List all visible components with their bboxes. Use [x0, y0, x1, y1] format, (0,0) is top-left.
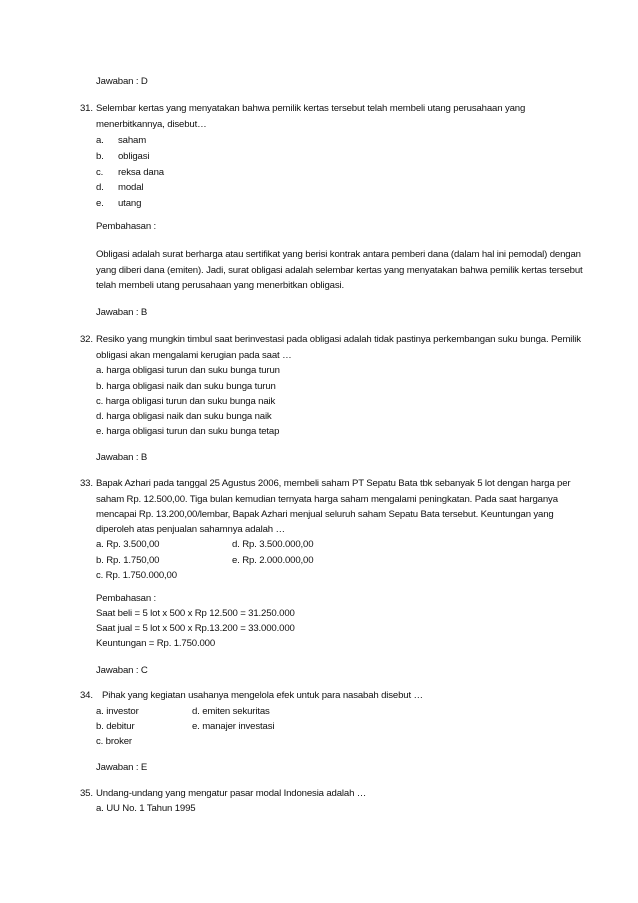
q32-option-a: a. harga obligasi turun dan suku bunga turun: [96, 365, 280, 376]
q34-number: 34.: [80, 690, 93, 701]
q31-option-d-text: modal: [118, 182, 144, 193]
q32-option-e: e. harga obligasi turun dan suku bunga tetap: [96, 426, 280, 437]
q34-option-e: e. manajer investasi: [192, 721, 275, 732]
q33-pembahasan-line-3: Keuntungan = Rp. 1.750.000: [96, 638, 216, 649]
q33-option-c: c. Rp. 1.750.000,00: [96, 570, 177, 581]
q32-option-b: b. harga obligasi naik dan suku bunga turun: [96, 381, 276, 392]
q32-option-c: c. harga obligasi turun dan suku bunga naik: [96, 396, 276, 407]
q33-text-line-1: Bapak Azhari pada tanggal 25 Agustus 2006, membeli saham PT Sepatu Bata tbk sebanyak 5 lot dengan harga per: [96, 478, 571, 489]
q32-option-d: d. harga obligasi naik dan suku bunga naik: [96, 411, 272, 422]
q32-text-line-1: Resiko yang mungkin timbul saat berinvestasi pada obligasi adalah tidak pastinya perkembangan suku bunga. Pemilik: [96, 334, 581, 345]
q30-jawaban: Jawaban : D: [96, 76, 148, 87]
q31-option-e-letter: e.: [96, 198, 104, 209]
q31-option-c-letter: c.: [96, 167, 104, 178]
q33-pembahasan-label: Pembahasan :: [96, 593, 157, 604]
q31-pembahasan-line-3: telah membeli utang perusahaan yang menerbitkan obligasi.: [96, 280, 344, 291]
q31-option-d-letter: d.: [96, 182, 104, 193]
q34-jawaban: Jawaban : E: [96, 762, 148, 773]
q35-number: 35.: [80, 788, 93, 799]
q34-option-a: a. investor: [96, 706, 139, 717]
q35-option-a: a. UU No. 1 Tahun 1995: [96, 803, 196, 814]
q31-option-c-text: reksa dana: [118, 167, 164, 178]
q33-number: 33.: [80, 478, 93, 489]
q31-option-b-letter: b.: [96, 151, 104, 162]
q31-pembahasan-label: Pembahasan :: [96, 221, 157, 232]
q34-option-c: c. broker: [96, 736, 132, 747]
q33-jawaban: Jawaban : C: [96, 665, 148, 676]
q31-pembahasan-line-2: yang diberi dana (emiten). Jadi, surat obligasi adalah selembar kertas yang menyatakan bahwa pemilik kertas tersebut: [96, 265, 583, 276]
q33-option-b: b. Rp. 1.750,00: [96, 555, 160, 566]
q31-option-a-text: saham: [118, 135, 147, 146]
q33-pembahasan-line-2: Saat jual = 5 lot x 500 x Rp.13.200 = 33.000.000: [96, 623, 295, 634]
q31-pembahasan-line-1: Obligasi adalah surat berharga atau sertifikat yang berisi kontrak antara pemberi dana (dalam hal ini pemodal) dengan: [96, 249, 581, 260]
q31-option-e-text: utang: [118, 198, 142, 209]
q31-text-line-1: Selembar kertas yang menyatakan bahwa pemilik kertas tersebut telah membeli utang perusahaan yang: [96, 103, 526, 114]
q31-jawaban: Jawaban : B: [96, 307, 148, 318]
q33-option-d: d. Rp. 3.500.000,00: [232, 539, 314, 550]
q32-jawaban: Jawaban : B: [96, 452, 148, 463]
q33-pembahasan-line-1: Saat beli = 5 lot x 500 x Rp 12.500 = 31.250.000: [96, 608, 295, 619]
q31-number: 31.: [80, 103, 93, 114]
q34-text: Pihak yang kegiatan usahanya mengelola efek untuk para nasabah disebut …: [102, 690, 423, 701]
q33-text-line-3: mencapai Rp. 13.200,00/lembar, Bapak Azhari menjual seluruh saham Sepatu Bata tersebut. Keuntungan yang: [96, 509, 554, 520]
q34-option-b: b. debitur: [96, 721, 135, 732]
q32-number: 32.: [80, 334, 93, 345]
q34-option-d: d. emiten sekuritas: [192, 706, 270, 717]
q31-text-line-2: menerbitkannya, disebut…: [96, 119, 207, 130]
q33-option-e: e. Rp. 2.000.000,00: [232, 555, 314, 566]
q35-text: Undang-undang yang mengatur pasar modal Indonesia adalah …: [96, 788, 367, 799]
q33-text-line-4: diperoleh atas penjualan sahamnya adalah …: [96, 524, 285, 535]
q32-text-line-2: obligasi akan mengalami kerugian pada saat …: [96, 350, 292, 361]
q33-text-line-2: saham Rp. 12.500,00. Tiga bulan kemudian ternyata harga saham mengalami peningkatan. Pada saat harganya: [96, 494, 558, 505]
q31-option-a-letter: a.: [96, 135, 104, 146]
q31-option-b-text: obligasi: [118, 151, 150, 162]
q33-option-a: a. Rp. 3.500,00: [96, 539, 160, 550]
